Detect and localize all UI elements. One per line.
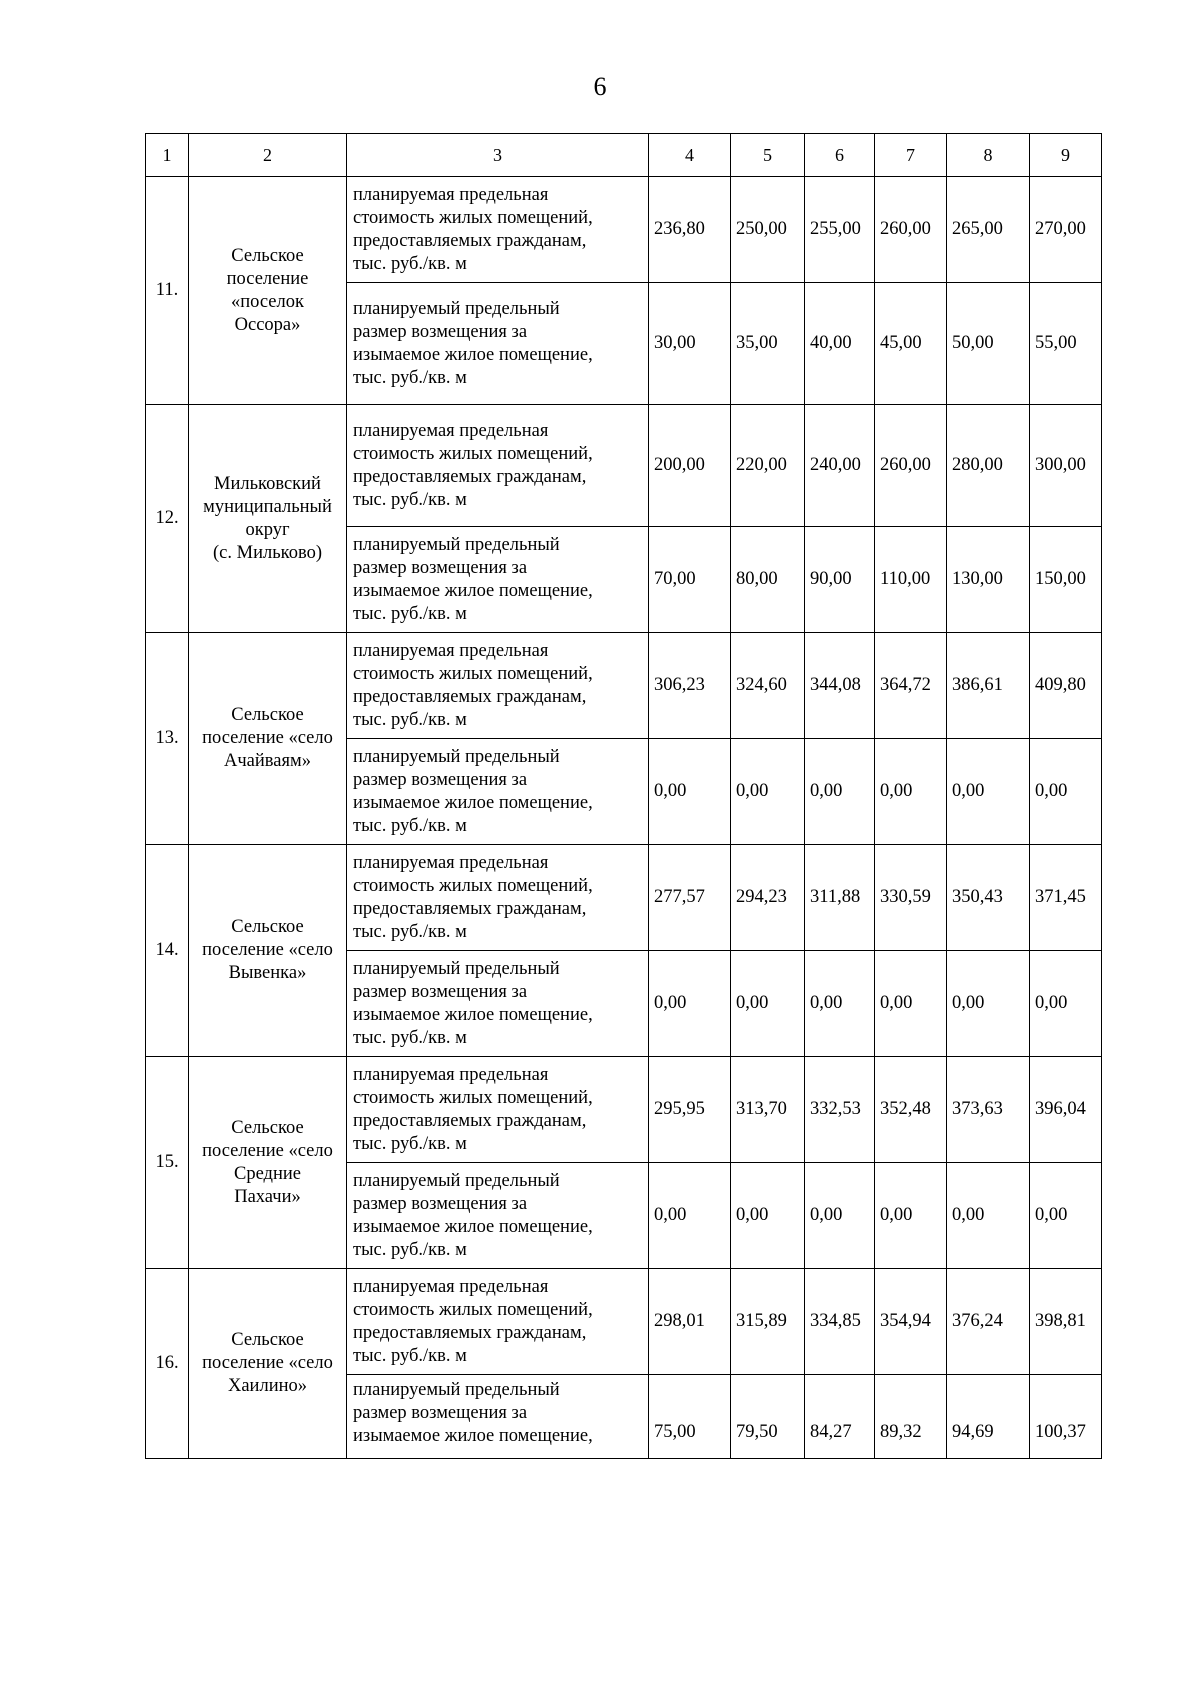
text-line: изымаемое жилое помещение, (353, 1004, 593, 1025)
municipality-name (189, 177, 347, 405)
page-number: 6 (593, 72, 607, 101)
value-cell: 294,23 (731, 845, 805, 951)
text-line: тыс. руб./кв. м (353, 367, 467, 388)
value-cell: 306,23 (649, 633, 731, 739)
value-cell: 280,00 (947, 405, 1030, 527)
text-line: стоимость жилых помещений, (353, 207, 593, 228)
text-line: размер возмещения за (353, 769, 528, 790)
indicator-label (347, 405, 649, 527)
table-row (146, 177, 1102, 283)
value-cell: 277,57 (649, 845, 731, 951)
value-cell: 250,00 (731, 177, 805, 283)
indicator-label (347, 951, 649, 1057)
value-cell: 240,00 (805, 405, 875, 527)
value-cell: 0,00 (731, 1163, 805, 1269)
value-cell: 40,00 (805, 283, 875, 405)
text-line: планируемый предельный (353, 298, 560, 319)
value-cell: 90,00 (805, 527, 875, 633)
indicator-label (347, 177, 649, 283)
value-cell: 150,00 (1030, 527, 1102, 633)
value-cell: 334,85 (805, 1269, 875, 1375)
value-cell: 330,59 (875, 845, 947, 951)
value-cell: 0,00 (947, 1163, 1030, 1269)
text-line: Сельское (231, 917, 304, 937)
text-line: изымаемое жилое помещение, (353, 792, 593, 813)
row-number: 12. (146, 405, 189, 633)
value-cell: 270,00 (1030, 177, 1102, 283)
indicator-label (347, 845, 649, 951)
indicator-label (347, 1163, 649, 1269)
text-line: поселение (226, 268, 309, 289)
text-line: Сельское (231, 1117, 304, 1138)
value-cell: 386,61 (947, 633, 1030, 739)
text-line: предоставляемых гражданам, (353, 898, 587, 919)
row-number: 11. (146, 177, 189, 405)
value-cell: 0,00 (731, 739, 805, 845)
text-line: (с. Мильково) (213, 542, 322, 563)
table-row (146, 1269, 1102, 1375)
text-line: планируемая предельная (353, 184, 549, 205)
text-line: размер возмещения за (353, 981, 528, 1002)
text-line: поселение «село (202, 1353, 333, 1373)
municipality-name (189, 1269, 347, 1459)
value-cell: 79,50 (731, 1375, 805, 1459)
value-cell: 236,80 (649, 177, 731, 283)
value-cell: 344,08 (805, 633, 875, 739)
indicator-label (347, 633, 649, 739)
value-cell: 0,00 (1030, 1163, 1102, 1269)
municipality-name (189, 405, 347, 633)
row-number: 15. (146, 1057, 189, 1269)
text-line: Ачайваям» (224, 751, 311, 771)
text-line: поселение «село (202, 1140, 333, 1161)
value-cell: 35,00 (731, 283, 805, 405)
value-cell: 332,53 (805, 1057, 875, 1163)
housing-cost-table (145, 133, 1102, 1459)
value-cell: 0,00 (875, 951, 947, 1057)
value-cell: 255,00 (805, 177, 875, 283)
value-cell: 80,00 (731, 527, 805, 633)
column-header: 9 (1030, 134, 1102, 177)
text-line: размер возмещения за (353, 321, 528, 342)
value-cell: 311,88 (805, 845, 875, 951)
text-line: предоставляемых гражданам, (353, 1110, 587, 1131)
column-header: 2 (189, 134, 347, 177)
value-cell: 0,00 (875, 739, 947, 845)
value-cell: 300,00 (1030, 405, 1102, 527)
text-line: Вывенка» (228, 963, 307, 983)
text-line: планируемая предельная (353, 852, 549, 873)
header-row (146, 134, 1102, 177)
value-cell: 0,00 (875, 1163, 947, 1269)
text-line: Оссора» (234, 314, 301, 335)
value-cell: 260,00 (875, 177, 947, 283)
text-line: изымаемое жилое помещение, (353, 1426, 593, 1446)
value-cell: 352,48 (875, 1057, 947, 1163)
text-line: поселение «село (202, 728, 333, 748)
value-cell: 0,00 (805, 951, 875, 1057)
column-header: 8 (947, 134, 1030, 177)
text-line: тыс. руб./кв. м (353, 1027, 467, 1048)
column-header: 4 (649, 134, 731, 177)
value-cell: 200,00 (649, 405, 731, 527)
text-line: стоимость жилых помещений, (353, 1087, 593, 1108)
text-line: поселение «село (202, 940, 333, 960)
value-cell: 0,00 (805, 739, 875, 845)
municipality-name (189, 1057, 347, 1269)
value-cell: 100,37 (1030, 1375, 1102, 1459)
text-line: планируемый предельный (353, 746, 560, 767)
value-cell: 350,43 (947, 845, 1030, 951)
text-line: тыс. руб./кв. м (353, 815, 467, 836)
text-line: тыс. руб./кв. м (353, 489, 467, 510)
column-header: 3 (347, 134, 649, 177)
indicator-label (347, 283, 649, 405)
value-cell: 30,00 (649, 283, 731, 405)
value-cell: 295,95 (649, 1057, 731, 1163)
text-line: тыс. руб./кв. м (353, 1345, 467, 1366)
text-line: планируемый предельный (353, 534, 560, 555)
value-cell: 260,00 (875, 405, 947, 527)
text-line: стоимость жилых помещений, (353, 1299, 593, 1320)
indicator-label (347, 1375, 649, 1459)
text-line: тыс. руб./кв. м (353, 253, 467, 274)
value-cell: 89,32 (875, 1375, 947, 1459)
text-line: тыс. руб./кв. м (353, 603, 467, 624)
value-cell: 55,00 (1030, 283, 1102, 405)
text-line: тыс. руб./кв. м (353, 1239, 467, 1260)
text-line: стоимость жилых помещений, (353, 875, 593, 896)
text-line: Хаилино» (227, 1376, 307, 1396)
text-line: предоставляемых гражданам, (353, 686, 587, 707)
value-cell: 0,00 (649, 1163, 731, 1269)
text-line: тыс. руб./кв. м (353, 709, 467, 730)
table-row (146, 845, 1102, 951)
text-line: Сельское (231, 1330, 304, 1350)
row-number: 13. (146, 633, 189, 845)
value-cell: 364,72 (875, 633, 947, 739)
value-cell: 0,00 (947, 951, 1030, 1057)
text-line: тыс. руб./кв. м (353, 921, 467, 942)
table-row (146, 1057, 1102, 1163)
value-cell: 84,27 (805, 1375, 875, 1459)
value-cell: 0,00 (731, 951, 805, 1057)
text-line: предоставляемых гражданам, (353, 466, 587, 487)
indicator-label (347, 527, 649, 633)
indicator-label (347, 1057, 649, 1163)
text-line: Пахачи» (234, 1186, 301, 1207)
value-cell: 0,00 (1030, 951, 1102, 1057)
value-cell: 396,04 (1030, 1057, 1102, 1163)
value-cell: 371,45 (1030, 845, 1102, 951)
text-line: планируемый предельный (353, 958, 560, 979)
text-line: размер возмещения за (353, 1193, 528, 1214)
value-cell: 315,89 (731, 1269, 805, 1375)
value-cell: 373,63 (947, 1057, 1030, 1163)
indicator-label (347, 739, 649, 845)
text-line: изымаемое жилое помещение, (353, 1216, 593, 1237)
value-cell: 50,00 (947, 283, 1030, 405)
value-cell: 0,00 (649, 739, 731, 845)
value-cell: 110,00 (875, 527, 947, 633)
row-number: 14. (146, 845, 189, 1057)
table-row (146, 633, 1102, 739)
text-line: тыс. руб./кв. м (353, 1133, 467, 1154)
value-cell: 130,00 (947, 527, 1030, 633)
column-header: 6 (805, 134, 875, 177)
text-line: изымаемое жилое помещение, (353, 580, 593, 601)
text-line: Сельское (231, 245, 304, 266)
text-line: «поселок (231, 291, 304, 312)
column-header: 1 (146, 134, 189, 177)
table-row (146, 405, 1102, 527)
value-cell: 75,00 (649, 1375, 731, 1459)
value-cell: 45,00 (875, 283, 947, 405)
text-line: Мильковский (214, 473, 321, 494)
municipality-name (189, 633, 347, 845)
value-cell: 398,81 (1030, 1269, 1102, 1375)
value-cell: 376,24 (947, 1269, 1030, 1375)
text-line: Сельское (231, 705, 304, 725)
value-cell: 0,00 (649, 951, 731, 1057)
column-header: 5 (731, 134, 805, 177)
text-line: планируемый предельный (353, 1170, 560, 1191)
value-cell: 70,00 (649, 527, 731, 633)
value-cell: 0,00 (805, 1163, 875, 1269)
text-line: размер возмещения за (353, 557, 528, 578)
text-line: стоимость жилых помещений, (353, 663, 593, 684)
value-cell: 94,69 (947, 1375, 1030, 1459)
text-line: планируемый предельный (353, 1380, 560, 1400)
indicator-label (347, 1269, 649, 1375)
text-line: стоимость жилых помещений, (353, 443, 593, 464)
text-line: предоставляемых гражданам, (353, 230, 587, 251)
text-line: размер возмещения за (353, 1403, 528, 1423)
value-cell: 324,60 (731, 633, 805, 739)
value-cell: 0,00 (1030, 739, 1102, 845)
text-line: планируемая предельная (353, 640, 549, 661)
text-line: планируемая предельная (353, 420, 549, 441)
text-line: Средние (234, 1163, 301, 1184)
value-cell: 409,80 (1030, 633, 1102, 739)
row-number: 16. (146, 1269, 189, 1459)
text-line: планируемая предельная (353, 1276, 549, 1297)
text-line: изымаемое жилое помещение, (353, 344, 593, 365)
text-line: предоставляемых гражданам, (353, 1322, 587, 1343)
value-cell: 298,01 (649, 1269, 731, 1375)
text-line: округ (245, 519, 290, 540)
text-line: муниципальный (203, 496, 332, 517)
value-cell: 265,00 (947, 177, 1030, 283)
municipality-name (189, 845, 347, 1057)
value-cell: 313,70 (731, 1057, 805, 1163)
text-line: планируемая предельная (353, 1064, 549, 1085)
value-cell: 220,00 (731, 405, 805, 527)
value-cell: 0,00 (947, 739, 1030, 845)
column-header: 7 (875, 134, 947, 177)
value-cell: 354,94 (875, 1269, 947, 1375)
